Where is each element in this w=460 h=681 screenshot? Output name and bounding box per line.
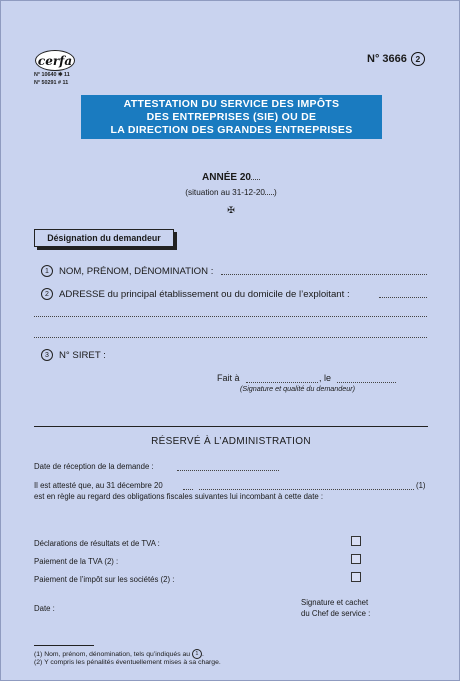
footnote-1-suffix: . <box>201 650 204 658</box>
footnote-1-text: (1) Nom, prénom, dénomination, tels qu’indiqués au <box>34 650 191 658</box>
footnote-rule <box>34 645 94 646</box>
footnote-1-badge: 1 <box>192 649 202 659</box>
check-is-label: Paiement de l’impôt sur les sociétés (2) : <box>34 575 175 584</box>
form-number-text: N° 3666 <box>367 53 407 65</box>
siret-field-row <box>41 349 106 361</box>
logo-text: cerfa <box>37 53 73 68</box>
situation-year-input[interactable] <box>265 194 274 195</box>
applicant-section-label: Désignation du demandeur <box>34 229 174 247</box>
year-heading <box>1 172 460 183</box>
form-references <box>34 72 70 87</box>
admin-signature-line-2: du Chef de service : <box>301 609 371 618</box>
check-tva-label: Paiement de la TVA (2) : <box>34 557 119 566</box>
admin-date-label: Date : <box>34 604 55 613</box>
reference-1: N° 10640 ✱ 11 <box>34 72 70 78</box>
form-number <box>367 52 425 66</box>
year-label: ANNÉE 20 <box>202 172 251 183</box>
attestation-footnote-ref: (1) <box>416 481 426 490</box>
name-field-row <box>41 265 213 277</box>
attestation-prefix: Il est attesté que, au 31 décembre 20 <box>34 481 163 490</box>
name-field-label: NOM, PRÉNOM, DÉNOMINATION : <box>59 265 214 277</box>
banner-line-3: LA DIRECTION DES GRANDES ENTREPRISES <box>110 124 353 136</box>
attestation-line-2: est en règle au regard des obligations fiscales suivantes lui incombant à cette date : <box>34 492 324 501</box>
signature-caption: (Signature et qualité du demandeur) <box>240 384 356 393</box>
siret-field-label: N° SIRET : <box>59 349 106 361</box>
reception-date-input[interactable] <box>177 470 279 471</box>
admin-section-title: RÉSERVÉ À L’ADMINISTRATION <box>151 436 311 447</box>
banner-line-2: DES ENTREPRISES (SIE) OU DE <box>146 111 317 123</box>
reception-date-label: Date de réception de la demande : <box>34 462 154 471</box>
field-1-badge: 1 <box>41 265 53 277</box>
separator-ornament: ✠ <box>227 205 235 215</box>
situation-prefix: (situation au 31-12-20 <box>185 188 265 197</box>
check-declarations-label: Déclarations de résultats et de TVA : <box>34 539 160 548</box>
date-input[interactable] <box>337 382 396 383</box>
field-3-badge: 3 <box>41 349 53 361</box>
title-banner <box>81 95 382 139</box>
address-field-input-3[interactable] <box>34 337 427 338</box>
field-2-badge: 2 <box>41 288 53 300</box>
footnote-1 <box>34 649 204 659</box>
cerfa-logo <box>35 50 75 71</box>
address-field-input-1[interactable] <box>379 297 427 298</box>
attestation-year-input[interactable] <box>183 489 193 490</box>
check-declarations-box[interactable] <box>351 536 361 546</box>
address-field-input-2[interactable] <box>34 316 427 317</box>
fait-a-label: Fait à <box>217 373 240 383</box>
section-divider <box>34 426 428 427</box>
attestation-name-input[interactable] <box>199 489 414 490</box>
date-label: , le <box>319 373 332 383</box>
name-field-input[interactable] <box>221 274 427 275</box>
year-input[interactable] <box>251 179 260 180</box>
check-tva-box[interactable] <box>351 554 361 564</box>
check-is-box[interactable] <box>351 572 361 582</box>
situation-suffix: ) <box>273 188 277 197</box>
banner-line-1: ATTESTATION DU SERVICE DES IMPÔTS <box>123 98 340 110</box>
reference-2: N° 50291 # 11 <box>34 79 69 86</box>
footnote-2: (2) Y compris les pénalités éventuellement mises à sa charge. <box>34 659 221 666</box>
situation-line <box>1 188 460 197</box>
admin-signature-line-1: Signature et cachet <box>301 598 369 607</box>
address-field-label: ADRESSE du principal établissement ou du domicile de l’exploitant : <box>59 288 350 300</box>
form-index-badge: 2 <box>411 52 425 66</box>
place-input[interactable] <box>246 382 318 383</box>
address-field-row <box>41 288 350 300</box>
